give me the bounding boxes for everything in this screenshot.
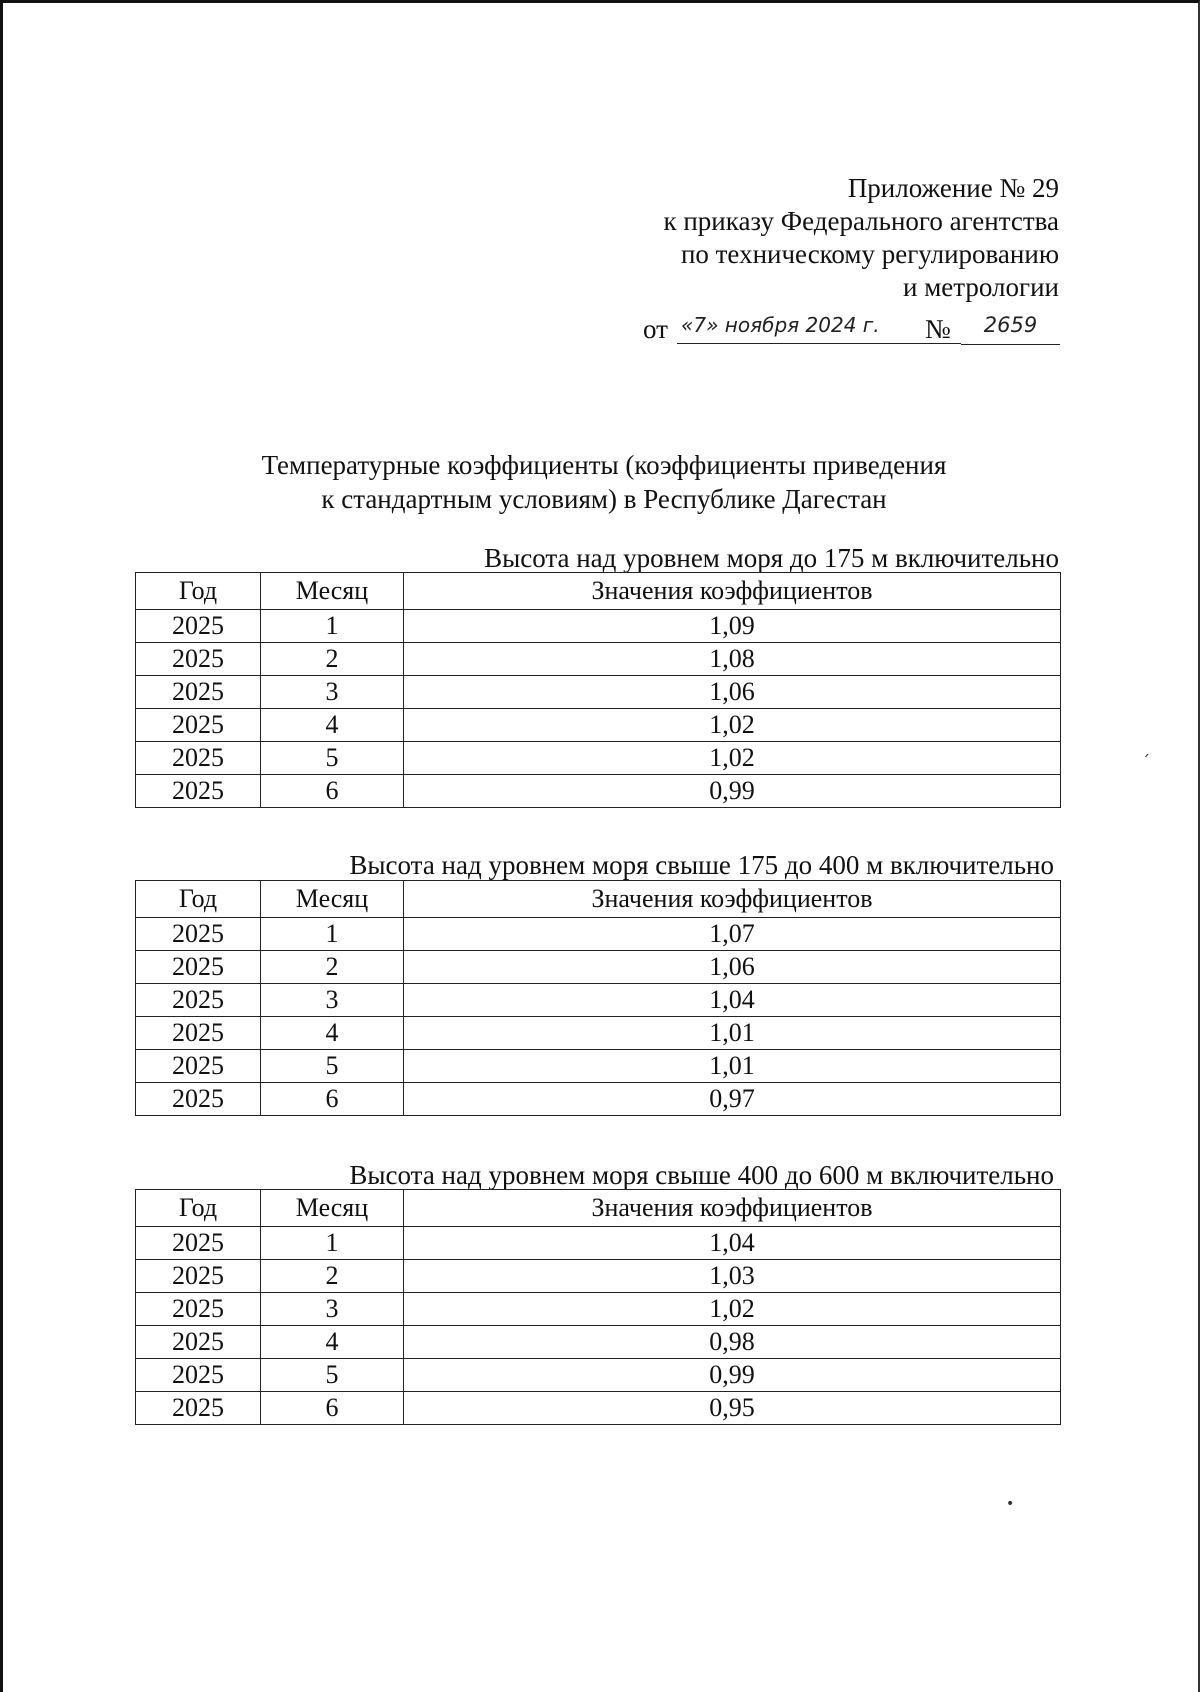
cell-month: 2 [261, 1260, 404, 1293]
table-row [136, 610, 1061, 643]
cell-month: 5 [261, 1050, 404, 1083]
cell-value: 0,97 [404, 1083, 1061, 1116]
coefficients-table-1 [135, 572, 1061, 808]
cell-year: 2025 [136, 1359, 261, 1392]
cell-value: 1,02 [404, 709, 1061, 742]
cell-value: 1,01 [404, 1017, 1061, 1050]
table-row [136, 1293, 1061, 1326]
cell-value: 1,08 [404, 643, 1061, 676]
cell-year: 2025 [136, 610, 261, 643]
cell-month: 1 [261, 918, 404, 951]
cell-year: 2025 [136, 1017, 261, 1050]
title-line-2: к стандартным условиям) в Республике Дагестан [321, 484, 887, 514]
cell-value: 1,04 [404, 1227, 1061, 1260]
cell-year: 2025 [136, 1227, 261, 1260]
cell-month: 3 [261, 676, 404, 709]
table-row [136, 984, 1061, 1017]
cell-value: 1,02 [404, 742, 1061, 775]
cell-value: 1,02 [404, 1293, 1061, 1326]
cell-year: 2025 [136, 984, 261, 1017]
cell-month: 4 [261, 1017, 404, 1050]
cell-value: 1,04 [404, 984, 1061, 1017]
column-header-month: Месяц [261, 573, 404, 610]
section-caption-3: Высота над уровнем моря свыше 400 до 600 м включительно [349, 1160, 1054, 1190]
table-header-row [136, 573, 1061, 610]
cell-value: 1,09 [404, 610, 1061, 643]
cell-month: 4 [261, 709, 404, 742]
column-header-value: Значения коэффициентов [404, 573, 1061, 610]
cell-month: 4 [261, 1326, 404, 1359]
table-row [136, 775, 1061, 808]
table-row [136, 709, 1061, 742]
scan-speck: ˊ [1142, 752, 1150, 771]
date-prefix: от [643, 314, 668, 344]
handwritten-number: 2659 [961, 310, 1060, 345]
column-header-value: Значения коэффициентов [404, 1190, 1061, 1227]
scan-speck: • [1006, 1496, 1015, 1512]
appendix-order-line: к приказу Федерального агентства [663, 206, 1059, 236]
cell-month: 5 [261, 1359, 404, 1392]
cell-year: 2025 [136, 1293, 261, 1326]
cell-year: 2025 [136, 742, 261, 775]
table-row [136, 1326, 1061, 1359]
number-sign: № [925, 314, 951, 344]
section-caption-1: Высота над уровнем моря до 175 м включительно [484, 543, 1059, 573]
title-line-1: Температурные коэффициенты (коэффициенты приведения [261, 450, 947, 480]
cell-value: 1,03 [404, 1260, 1061, 1293]
cell-year: 2025 [136, 918, 261, 951]
cell-year: 2025 [136, 676, 261, 709]
coefficients-table-3 [135, 1189, 1061, 1425]
appendix-agency-line: по техническому регулированию [680, 239, 1059, 269]
cell-month: 1 [261, 1227, 404, 1260]
appendix-header [663, 172, 1059, 304]
cell-year: 2025 [136, 1326, 261, 1359]
cell-month: 3 [261, 1293, 404, 1326]
cell-value: 1,06 [404, 676, 1061, 709]
cell-value: 0,99 [404, 775, 1061, 808]
cell-year: 2025 [136, 1260, 261, 1293]
cell-year: 2025 [136, 951, 261, 984]
column-header-value: Значения коэффициентов [404, 881, 1061, 918]
cell-year: 2025 [136, 1392, 261, 1425]
table-row [136, 1260, 1061, 1293]
table-row [136, 676, 1061, 709]
table-row [136, 918, 1061, 951]
cell-month: 3 [261, 984, 404, 1017]
cell-month: 6 [261, 1392, 404, 1425]
column-header-month: Месяц [261, 1190, 404, 1227]
column-header-year: Год [136, 573, 261, 610]
cell-month: 6 [261, 1083, 404, 1116]
cell-year: 2025 [136, 709, 261, 742]
table-header-row [136, 881, 1061, 918]
table-row [136, 1083, 1061, 1116]
order-date-number [643, 310, 1060, 346]
cell-value: 0,98 [404, 1326, 1061, 1359]
column-header-year: Год [136, 1190, 261, 1227]
appendix-agency-line-2: и метрологии [903, 272, 1059, 302]
appendix-number: Приложение № 29 [847, 173, 1059, 203]
cell-year: 2025 [136, 1050, 261, 1083]
table-row [136, 1359, 1061, 1392]
cell-month: 2 [261, 951, 404, 984]
cell-month: 6 [261, 775, 404, 808]
column-header-year: Год [136, 881, 261, 918]
table-row [136, 1017, 1061, 1050]
cell-year: 2025 [136, 643, 261, 676]
table-row [136, 742, 1061, 775]
cell-value: 1,06 [404, 951, 1061, 984]
cell-value: 0,99 [404, 1359, 1061, 1392]
column-header-month: Месяц [261, 881, 404, 918]
table-row [136, 1050, 1061, 1083]
handwritten-date: «7» ноября 2024 г. [677, 310, 961, 344]
cell-month: 2 [261, 643, 404, 676]
table-row [136, 643, 1061, 676]
table-row [136, 951, 1061, 984]
section-caption-2: Высота над уровнем моря свыше 175 до 400 м включительно [349, 850, 1054, 880]
cell-year: 2025 [136, 775, 261, 808]
cell-month: 1 [261, 610, 404, 643]
table-row [136, 1392, 1061, 1425]
cell-month: 5 [261, 742, 404, 775]
coefficients-table-2 [135, 880, 1061, 1116]
cell-year: 2025 [136, 1083, 261, 1116]
cell-value: 1,01 [404, 1050, 1061, 1083]
table-row [136, 1227, 1061, 1260]
cell-value: 1,07 [404, 918, 1061, 951]
table-header-row [136, 1190, 1061, 1227]
cell-value: 0,95 [404, 1392, 1061, 1425]
document-title [200, 448, 1008, 516]
